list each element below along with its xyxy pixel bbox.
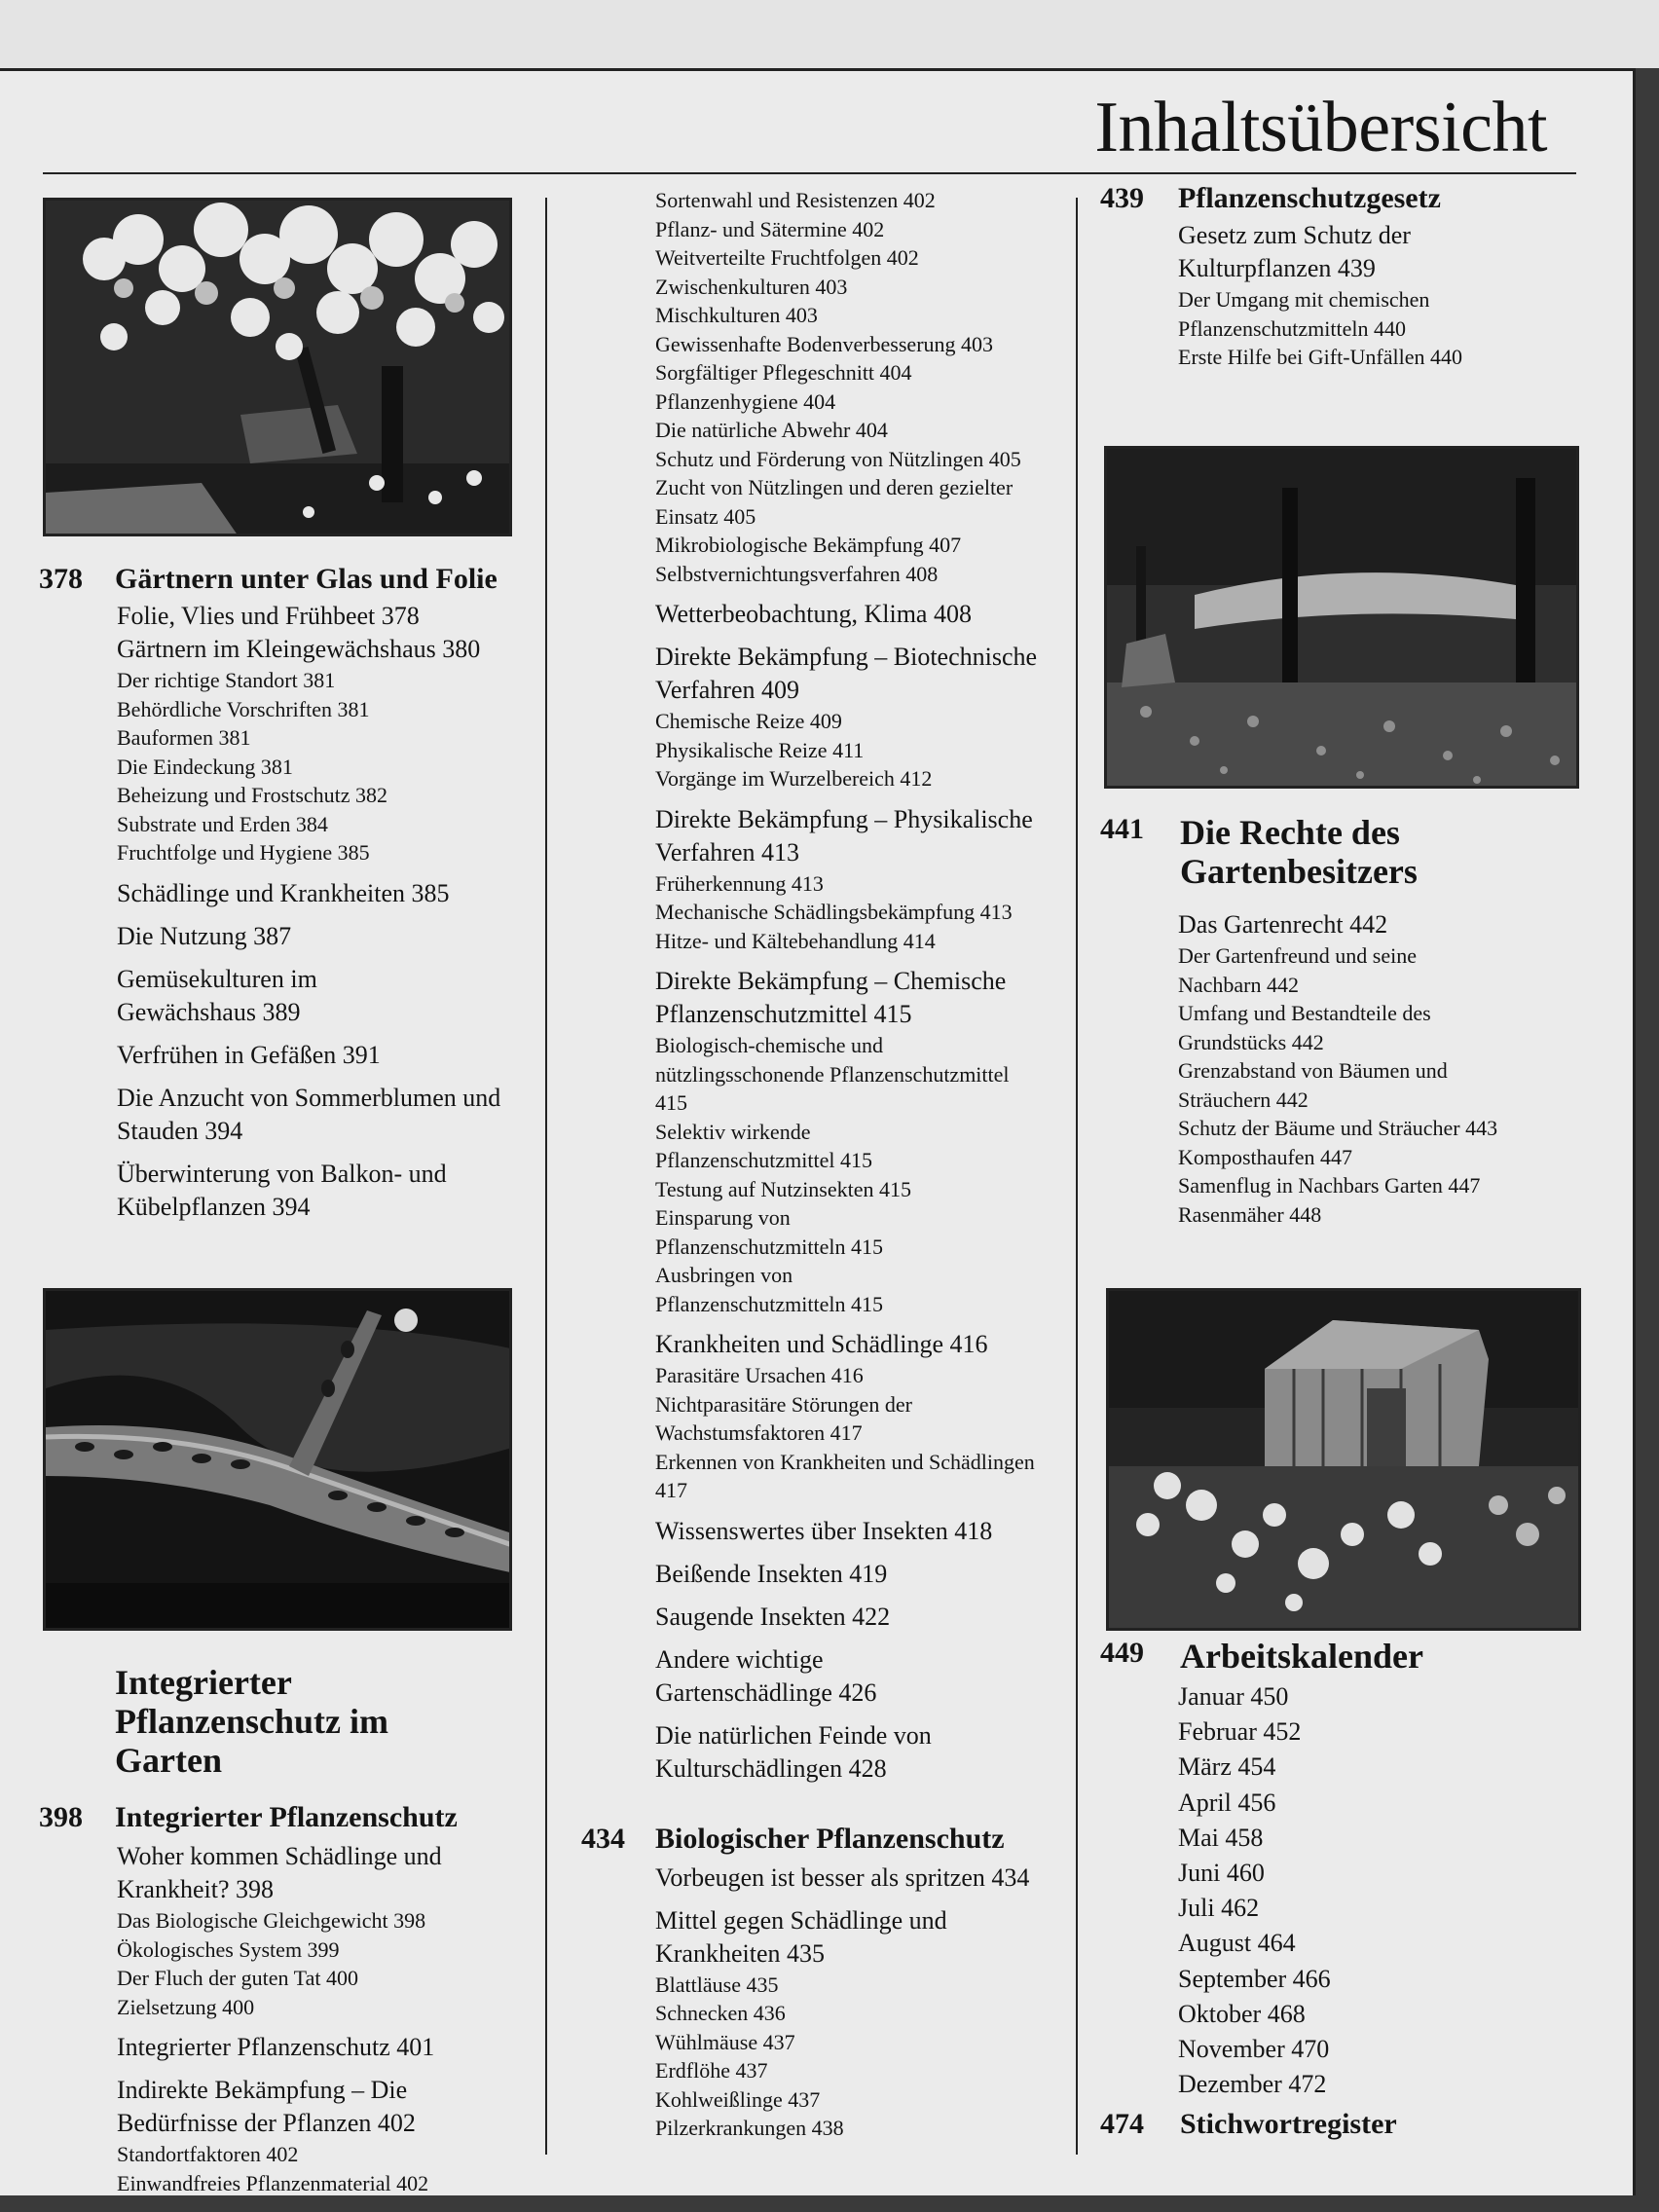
toc-subentry[interactable]: Vorgänge im Wurzelbereich 412 <box>655 766 933 791</box>
section-number: 474 <box>1100 2108 1144 2141</box>
part-title: Integrierter Pflanzenschutz im Garten <box>115 1663 388 1780</box>
toc-page <box>0 68 1636 2195</box>
section-434-entries <box>655 1862 1064 2143</box>
toc-subentry[interactable]: Parasitäre Ursachen 416 <box>655 1363 864 1387</box>
toc-entry[interactable]: Direkte Bekämpfung – Chemische Pflanzenschutzmittel 415 <box>655 967 1007 1028</box>
toc-subentry[interactable]: Der Gartenfreund und seine Nachbarn 442 <box>1178 943 1417 997</box>
section-title: Integrierter Pflanzenschutz <box>115 1801 458 1833</box>
toc-subentry[interactable]: Einwandfreies Pflanzenmaterial 402 <box>117 2170 429 2195</box>
toc-subentry[interactable]: Das Biologische Gleichgewicht 398 <box>117 1908 426 1933</box>
column-divider-1 <box>545 198 547 2155</box>
toc-subentry[interactable]: Der richtige Standort 381 <box>117 668 336 692</box>
toc-subentry[interactable]: Der Umgang mit chemischen Pflanzenschutzmitteln 440 <box>1178 287 1430 341</box>
toc-subentry[interactable]: Sorgfältiger Pflegeschnitt 404 <box>655 360 912 385</box>
aphids-branch-image <box>46 1291 512 1631</box>
section-title: Pflanzenschutzgesetz <box>1178 182 1441 214</box>
toc-subentry[interactable]: Kohlweißlinge 437 <box>655 2086 821 2112</box>
toc-entry[interactable]: Krankheiten und Schädlinge 416 <box>655 1330 988 1358</box>
title-rule <box>43 172 1576 174</box>
section-474-header[interactable] <box>1100 2108 1587 2141</box>
toc-entry[interactable]: April 456 <box>1178 1788 1276 1817</box>
toc-subentry[interactable]: Hitze- und Kältebehandlung 414 <box>655 928 936 953</box>
toc-subentry[interactable]: Erste Hilfe bei Gift-Unfällen 440 <box>1178 345 1463 369</box>
toc-subentry[interactable]: Schutz und Förderung von Nützlingen 405 <box>655 446 1021 471</box>
garden-landscape-image <box>1107 449 1579 789</box>
column-2-toc <box>581 186 1064 2143</box>
toc-subentry[interactable]: Fruchtfolge und Hygiene 385 <box>117 840 370 865</box>
toc-subentry[interactable]: Biologisch-chemische und nützlingsschonende Pflanzenschutzmittel 415 <box>655 1033 1010 1115</box>
section-378-header <box>39 563 531 596</box>
section-title: Gärtnern unter Glas und Folie <box>115 563 498 595</box>
toc-subentry[interactable]: Chemische Reize 409 <box>655 709 842 733</box>
toc-entry[interactable]: Direkte Bekämpfung – Biotechnische Verfahren 409 <box>655 643 1038 704</box>
toc-entry[interactable]: November 470 <box>1178 2035 1330 2064</box>
toc-entry[interactable]: Vorbeugen ist besser als spritzen 434 <box>655 1862 1030 1892</box>
toc-subentry[interactable]: Physikalische Reize 411 <box>655 737 865 762</box>
photo-greenhouse <box>1106 1288 1581 1631</box>
blossoming-tree-image <box>46 201 512 536</box>
toc-subentry[interactable]: Weitverteilte Fruchtfolgen 402 <box>655 245 919 270</box>
toc-entry[interactable]: Die Anzucht von Sommerblumen und Stauden 394 <box>117 1083 501 1145</box>
toc-entry[interactable]: März 454 <box>1178 1752 1276 1782</box>
section-title: Die Rechte des Gartenbesitzers <box>1180 813 1418 891</box>
toc-entry[interactable]: Überwinterung von Balkon- und Kübelpflanzen 394 <box>117 1159 447 1221</box>
toc-subentry[interactable]: Substrate und Erden 384 <box>117 811 328 836</box>
column-3-top <box>1100 182 1587 372</box>
column-divider-2 <box>1076 198 1078 2155</box>
section-number: 398 <box>39 1801 83 1833</box>
section-378-entries <box>39 600 531 1224</box>
toc-subentry[interactable]: Komposthaufen 447 <box>1178 1144 1353 1169</box>
toc-entry[interactable]: Die Nutzung 387 <box>117 921 292 950</box>
toc-subentry[interactable]: Pflanzenhygiene 404 <box>655 388 836 414</box>
toc-subentry[interactable]: Pflanz- und Sätermine 402 <box>655 216 885 241</box>
toc-entry[interactable]: Wissenswertes über Insekten 418 <box>655 1516 993 1545</box>
section-449-entries <box>1100 1679 1587 2102</box>
toc-subentry[interactable]: Standortfaktoren 402 <box>117 2142 299 2166</box>
toc-subentry[interactable]: Bauformen 381 <box>117 725 251 750</box>
section-title: Biologischer Pflanzenschutz <box>655 1822 1005 1855</box>
toc-subentry[interactable]: Grenzabstand von Bäumen und Sträuchern 442 <box>1178 1058 1448 1112</box>
section-title: Stichwortregister <box>1180 2108 1397 2141</box>
page-top-margin <box>0 0 1659 68</box>
toc-entry[interactable]: Verfrühen in Gefäßen 391 <box>117 1040 381 1069</box>
toc-subentry[interactable]: Umfang und Bestandteile des Grundstücks 442 <box>1178 1001 1431 1054</box>
toc-subentry[interactable]: Erkennen von Krankheiten und Schädlingen 417 <box>655 1449 1035 1502</box>
toc-subentry[interactable]: Behördliche Vorschriften 381 <box>117 696 370 721</box>
toc-subentry[interactable]: Erdflöhe 437 <box>655 2058 768 2083</box>
toc-entry[interactable]: Wetterbeobachtung, Klima 408 <box>655 600 972 628</box>
toc-entry[interactable]: Indirekte Bekämpfung – Die Bedürfnisse der Pflanzen 402 <box>117 2076 416 2137</box>
toc-entry[interactable]: Mai 458 <box>1178 1823 1264 1852</box>
toc-subentry[interactable]: Die natürliche Abwehr 404 <box>655 418 888 442</box>
toc-entry[interactable]: August 464 <box>1178 1929 1296 1958</box>
toc-entry[interactable]: Woher kommen Schädlinge und Krankheit? 398 <box>117 1842 442 1903</box>
toc-entry[interactable]: Schädlinge und Krankheiten 385 <box>117 878 450 907</box>
toc-entry[interactable]: Januar 450 <box>1178 1682 1289 1711</box>
toc-subentry[interactable]: Zielsetzung 400 <box>117 1994 255 2019</box>
toc-subentry[interactable]: Mikrobiologische Bekämpfung 407 <box>655 533 962 557</box>
toc-subentry[interactable]: Schutz der Bäume und Sträucher 443 <box>1178 1116 1498 1140</box>
toc-subentry[interactable]: Ökologisches System 399 <box>117 1936 340 1962</box>
section-number: 434 <box>581 1822 625 1855</box>
section-398-header <box>39 1801 545 1834</box>
toc-subentry[interactable]: Schnecken 436 <box>655 2001 786 2025</box>
photo-blossoming-tree <box>43 198 512 536</box>
toc-subentry[interactable]: Testung auf Nutzinsekten 415 <box>655 1176 912 1201</box>
toc-entry[interactable]: Die natürlichen Feinde von Kulturschädlingen 428 <box>655 1720 932 1783</box>
toc-subentry[interactable]: Selbstvernichtungsverfahren 408 <box>655 561 939 586</box>
toc-subentry[interactable]: Sortenwahl und Resistenzen 402 <box>655 188 936 212</box>
toc-subentry[interactable]: Samenflug in Nachbars Garten 447 <box>1178 1173 1481 1198</box>
toc-subentry[interactable]: Mischkulturen 403 <box>655 303 818 327</box>
toc-entry[interactable]: Gärtnern im Kleingewächshaus 380 <box>117 635 481 663</box>
column-3-bottom <box>1100 1637 1587 2141</box>
toc-subentry[interactable]: Gewissenhafte Bodenverbesserung 403 <box>655 331 994 356</box>
toc-subentry[interactable]: Zwischenkulturen 403 <box>655 274 848 299</box>
toc-subentry[interactable]: Einsparung von Pflanzenschutzmitteln 415 <box>655 1205 883 1259</box>
toc-subentry[interactable]: Die Eindeckung 381 <box>117 754 293 779</box>
photo-aphids-on-branch <box>43 1288 512 1631</box>
toc-subentry[interactable]: Blattläuse 435 <box>655 1972 779 1997</box>
toc-entry[interactable]: Folie, Vlies und Frühbeet 378 <box>117 602 420 630</box>
section-number: 441 <box>1100 813 1144 845</box>
toc-entry[interactable]: Dezember 472 <box>1178 2070 1327 2099</box>
photo-garden-landscape <box>1104 446 1579 789</box>
toc-subentry[interactable]: Rasenmäher 448 <box>1178 1201 1322 1227</box>
toc-entry[interactable]: Beißende Insekten 419 <box>655 1559 888 1588</box>
toc-subentry[interactable]: Früherkennung 413 <box>655 870 824 896</box>
section-439-header <box>1100 182 1587 215</box>
column-1-part-2 <box>39 1663 545 2197</box>
toc-subentry[interactable]: Ausbringen von Pflanzenschutzmitteln 415 <box>655 1263 883 1316</box>
toc-entry[interactable]: Juli 462 <box>1178 1894 1260 1923</box>
toc-entry[interactable]: Oktober 468 <box>1178 1999 1306 2028</box>
section-398-entries <box>39 1840 545 2197</box>
section-title: Arbeitskalender <box>1180 1637 1423 1676</box>
section-number: 378 <box>39 563 83 595</box>
toc-subentry[interactable]: Selektiv wirkende Pflanzenschutzmittel 415 <box>655 1119 872 1172</box>
toc-entry[interactable]: Saugende Insekten 422 <box>655 1602 891 1631</box>
toc-entry[interactable]: Gemüsekulturen im Gewächshaus 389 <box>117 964 317 1026</box>
toc-entry[interactable]: Mittel gegen Schädlinge und Krankheiten 435 <box>655 1905 947 1968</box>
greenhouse-image <box>1109 1291 1581 1631</box>
toc-entry[interactable]: Februar 452 <box>1178 1717 1302 1747</box>
toc-entry[interactable]: Direkte Bekämpfung – Physikalische Verfahren 413 <box>655 804 1033 866</box>
column-1-toc <box>39 563 531 1224</box>
toc-subentry[interactable]: Pilzerkrankungen 438 <box>655 2116 844 2140</box>
section-449-header <box>1100 1637 1587 1676</box>
section-number: 449 <box>1100 1637 1144 1669</box>
column-3-middle <box>1100 813 1587 1229</box>
section-439-entries <box>1100 219 1587 372</box>
toc-subentry[interactable]: Mechanische Schädlingsbekämpfung 413 <box>655 900 1013 924</box>
toc-subentry[interactable]: Zucht von Nützlingen und deren gezielter Einsatz 405 <box>655 475 1014 529</box>
section-number: 439 <box>1100 182 1144 214</box>
page-title: Inhaltsübersicht <box>1094 88 1547 167</box>
section-434-header <box>581 1823 1064 1856</box>
toc-subentry[interactable]: Nichtparasitäre Störungen der Wachstumsfaktoren 417 <box>655 1391 912 1445</box>
section-441-entries <box>1100 908 1587 1229</box>
toc-entry[interactable]: Andere wichtige Gartenschädlinge 426 <box>655 1644 877 1707</box>
toc-entry[interactable]: September 466 <box>1178 1964 1331 1993</box>
toc-entry[interactable]: Gesetz zum Schutz der Kulturpflanzen 439 <box>1178 221 1411 282</box>
toc-subentry[interactable]: Der Fluch der guten Tat 400 <box>117 1966 358 1990</box>
toc-entry[interactable]: Integrierter Pflanzenschutz 401 <box>117 2033 435 2061</box>
toc-subentry[interactable]: Beheizung und Frostschutz 382 <box>117 783 388 807</box>
section-441-header <box>1100 813 1587 891</box>
toc-entry[interactable]: Das Gartenrecht 442 <box>1178 910 1388 939</box>
toc-subentry[interactable]: Wühlmäuse 437 <box>655 2029 795 2054</box>
toc-entry[interactable]: Juni 460 <box>1178 1859 1265 1888</box>
